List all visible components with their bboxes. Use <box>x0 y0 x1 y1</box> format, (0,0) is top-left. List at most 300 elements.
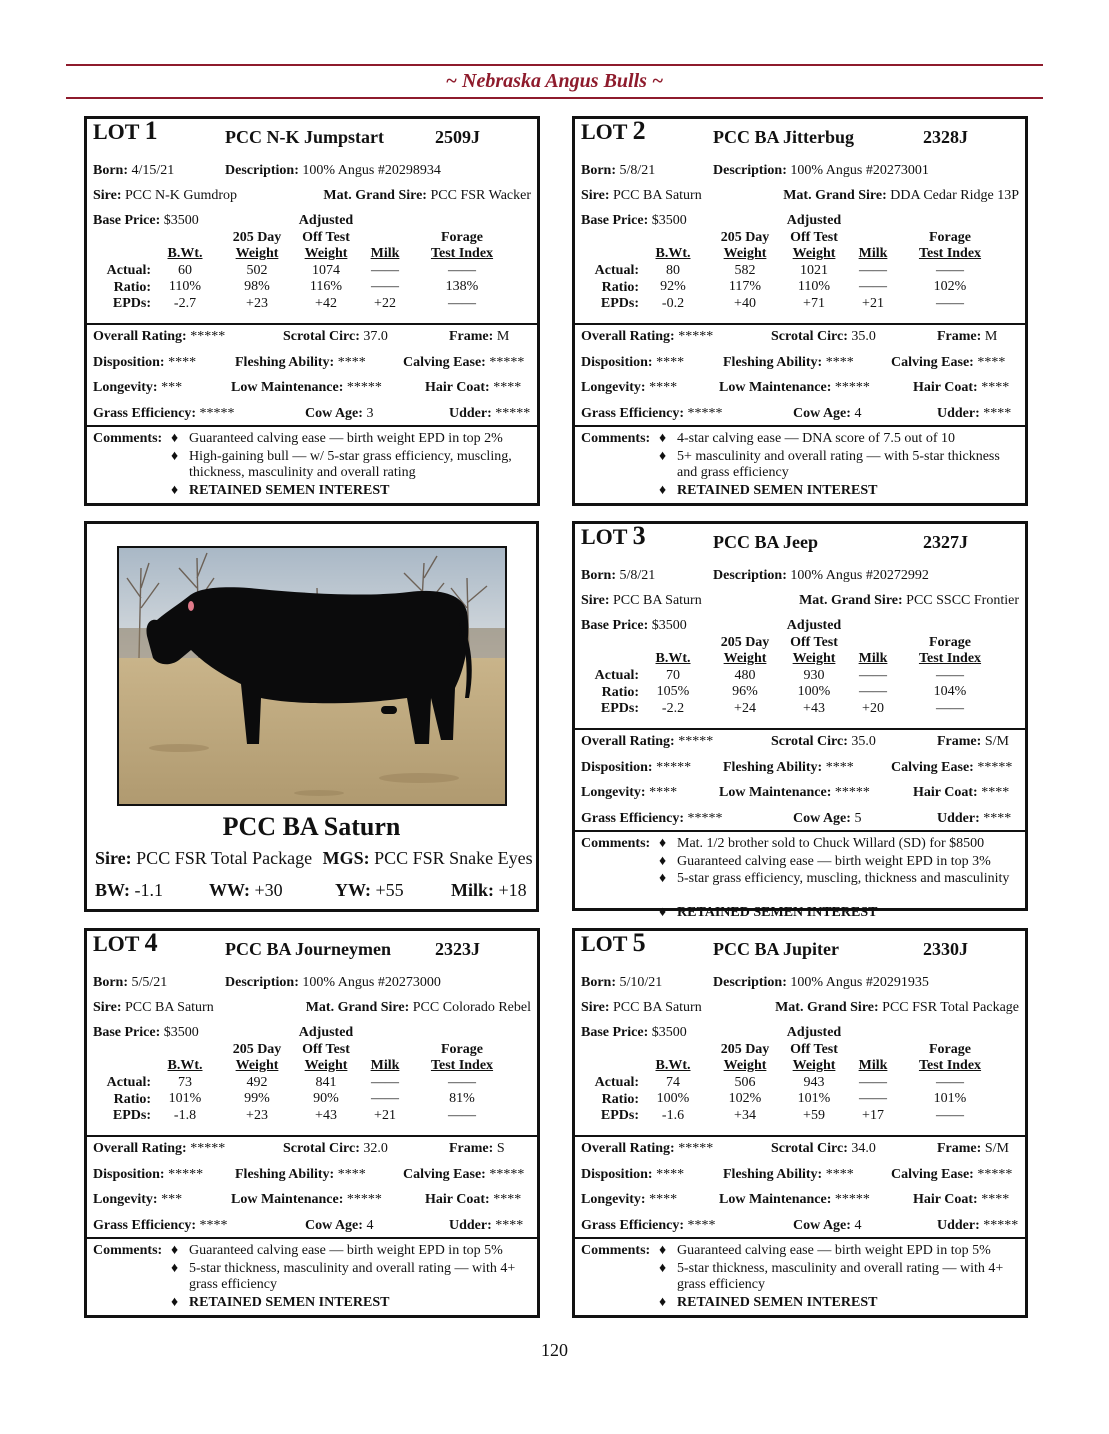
mgs-label: Mat. Grand Sire: <box>783 188 887 203</box>
rating-cow_age <box>305 1218 373 1234</box>
featured-yw-value: +55 <box>375 880 404 900</box>
row-label-epds: EPDs: <box>600 701 639 716</box>
cell-actual-bwt: 60 <box>178 262 192 278</box>
cell-ratio-milk: —— <box>371 279 399 294</box>
column-header-forage: Forage <box>929 1041 971 1057</box>
column-header-w205: 205 Day <box>232 229 282 245</box>
rating-hair <box>425 1192 521 1208</box>
rating-label-low_maint: Low Maintenance: <box>719 1192 832 1207</box>
cell-ratio-milk: —— <box>859 684 887 699</box>
description-value: 100% Angus #20272992 <box>790 568 929 583</box>
row-label-actual: Actual: <box>106 1075 151 1090</box>
rating-label-grass: Grass Efficiency: <box>93 1217 197 1233</box>
born-label: Born: <box>93 163 128 178</box>
column-header-w205: Weight <box>235 1058 279 1073</box>
description-label: Description: <box>225 975 299 990</box>
cell-actual-offtest: 1074 <box>312 262 340 278</box>
row-label-actual: Actual: <box>594 1075 639 1090</box>
rating-value-hair: **** <box>493 380 522 395</box>
cell-ratio-milk: —— <box>371 1091 399 1106</box>
row-label-ratio: Ratio: <box>601 1091 639 1107</box>
cell-ratio-bwt: 105% <box>656 684 690 699</box>
rating-value-overall: ***** <box>190 1141 226 1156</box>
comment-bullet: ♦ <box>659 1294 667 1310</box>
rating-longevity <box>581 1192 677 1208</box>
column-header-forage: Test Index <box>430 1058 494 1073</box>
rating-value-longevity: *** <box>161 1192 183 1207</box>
rating-label-low_maint: Low Maintenance: <box>231 1192 344 1207</box>
column-header-spacer <box>905 618 995 635</box>
rating-label-cow_age: Cow Age: <box>793 405 851 421</box>
sire-row <box>581 593 1019 609</box>
rating-disposition <box>581 760 691 776</box>
rating-value-low_maint: ***** <box>346 1192 382 1207</box>
rating-longevity <box>581 380 677 396</box>
rating-label-scrotal: Scrotal Circ: <box>771 329 848 344</box>
rating-hair <box>913 785 1009 801</box>
rating-value-fleshing: **** <box>825 759 854 775</box>
cell-actual-milk: —— <box>371 1074 399 1090</box>
rating-low_maint <box>231 1192 382 1208</box>
description-label: Description: <box>713 568 787 583</box>
column-milk <box>365 213 405 312</box>
featured-milk-value: +18 <box>498 880 527 900</box>
comment-text: Guaranteed calving ease — birth weight EPD in top 5% <box>189 1243 503 1258</box>
row-labels <box>593 1075 639 1125</box>
lot-label-prefix: LOT <box>581 119 633 144</box>
rating-value-udder: **** <box>495 1217 524 1233</box>
rating-value-cow_age: 4 <box>854 405 862 421</box>
lot-card <box>84 928 540 1318</box>
column-header-offtest: Off Test <box>790 1041 838 1057</box>
cell-ratio-w205: 102% <box>728 1091 762 1106</box>
mgs-label: Mat. Grand Sire: <box>799 593 903 608</box>
column-header-spacer <box>853 230 893 247</box>
featured-mgs-label: MGS: <box>322 848 370 868</box>
sire-row <box>581 188 1019 204</box>
column-header-bwt: B.Wt. <box>655 651 691 666</box>
column-header-spacer <box>225 1025 289 1042</box>
rating-value-scrotal: 37.0 <box>363 329 388 344</box>
row-labels <box>105 263 151 313</box>
born-row <box>581 975 1019 991</box>
cell-actual-bwt: 73 <box>178 1074 192 1090</box>
rating-value-cow_age: 4 <box>854 1217 862 1233</box>
comments-label: Comments: <box>93 431 163 446</box>
cell-actual-offtest: 1021 <box>800 262 828 278</box>
comment-text: RETAINED SEMEN INTEREST <box>189 482 390 498</box>
rating-scrotal <box>771 1141 876 1157</box>
rating-label-calving: Calving Ease: <box>403 354 486 370</box>
comment-text: RETAINED SEMEN INTEREST <box>677 482 878 498</box>
cell-epds-forage: —— <box>448 1107 476 1123</box>
rating-label-longevity: Longevity: <box>93 1192 158 1207</box>
cell-epds-offtest: +59 <box>803 1107 825 1123</box>
rating-label-low_maint: Low Maintenance: <box>231 380 344 395</box>
featured-sire-value: PCC FSR Total Package <box>136 848 313 868</box>
rating-value-fleshing: **** <box>825 1166 854 1182</box>
row-label-ratio: Ratio: <box>601 684 639 700</box>
sire-label: Sire: <box>581 1000 610 1015</box>
lot-card <box>84 116 540 506</box>
cell-actual-forage: —— <box>448 1074 476 1090</box>
column-header-forage: Test Index <box>430 246 494 261</box>
rating-value-disposition: ***** <box>168 1166 204 1182</box>
cell-actual-w205: 582 <box>734 262 756 278</box>
rating-frame <box>937 734 1009 750</box>
comment-text: Guaranteed calving ease — birth weight EPD in top 3% <box>677 853 991 869</box>
row-label-epds: EPDs: <box>600 296 639 311</box>
column-header-spacer <box>365 1042 405 1059</box>
column-header-forage: Test Index <box>918 651 982 666</box>
cell-ratio-milk: —— <box>859 279 887 294</box>
rating-value-cow_age: 5 <box>854 810 862 826</box>
cell-actual-offtest: 930 <box>803 667 825 683</box>
sire-value: PCC BA Saturn <box>125 1000 214 1015</box>
rating-label-overall: Overall Rating: <box>581 734 675 749</box>
rating-longevity <box>93 1192 182 1208</box>
rating-label-frame: Frame: <box>937 734 982 749</box>
bull-photo-image <box>119 548 505 804</box>
base-price-label: Base Price: <box>93 1025 161 1040</box>
rating-label-longevity: Longevity: <box>581 1192 646 1207</box>
rating-label-scrotal: Scrotal Circ: <box>283 329 360 344</box>
column-header-offtest: Weight <box>304 1058 348 1073</box>
cell-ratio-forage: 101% <box>933 1091 967 1106</box>
rating-fleshing <box>723 760 854 776</box>
rating-value-grass: **** <box>199 1217 228 1233</box>
column-header-milk: Milk <box>370 1058 400 1073</box>
rating-value-calving: ***** <box>977 1166 1013 1182</box>
rating-disposition <box>581 1167 684 1183</box>
rating-value-overall: ***** <box>678 1141 714 1156</box>
featured-ww-value: +30 <box>254 880 283 900</box>
column-w205 <box>225 1025 289 1124</box>
rating-longevity <box>581 785 677 801</box>
column-header-milk: Milk <box>858 1058 888 1073</box>
description-value: 100% Angus #20291935 <box>790 975 929 990</box>
comment-text: Mat. 1/2 brother sold to Chuck Willard (SD) for $8500 <box>677 836 985 851</box>
mgs-value: PCC Colorado Rebel <box>412 1000 531 1015</box>
cell-epds-forage: —— <box>936 1107 964 1123</box>
rating-label-fleshing: Fleshing Ability: <box>723 759 823 775</box>
rating-hair <box>425 380 521 396</box>
rating-scrotal <box>283 1141 388 1157</box>
base-price-value: $3500 <box>651 1025 687 1040</box>
mgs-group <box>306 1000 531 1016</box>
cell-epds-offtest: +43 <box>803 700 825 716</box>
lot-label <box>581 928 646 957</box>
comment-bullet: ♦ <box>659 905 667 920</box>
column-header-forage: Forage <box>441 229 483 245</box>
cell-ratio-bwt: 110% <box>168 279 202 294</box>
column-header-spacer <box>645 635 701 652</box>
column-w205 <box>713 618 777 717</box>
lot-header <box>581 928 1019 963</box>
rating-label-fleshing: Fleshing Ability: <box>235 354 335 370</box>
featured-ww-label: WW: <box>209 880 251 900</box>
rating-low_maint <box>719 785 870 801</box>
cell-epds-w205: +24 <box>734 700 756 716</box>
rating-hair <box>913 1192 1009 1208</box>
column-header-offtest: Weight <box>792 1058 836 1073</box>
cell-ratio-forage: 138% <box>445 279 479 294</box>
rating-grass <box>93 406 235 422</box>
cell-epds-bwt: -0.2 <box>661 295 685 311</box>
column-bwt <box>645 1025 701 1124</box>
born-label: Born: <box>581 975 616 990</box>
page-number: 120 <box>541 1340 568 1360</box>
comment-bullet: ♦ <box>171 1260 179 1276</box>
rating-value-grass: ***** <box>687 810 723 826</box>
base-price-label: Base Price: <box>581 618 649 633</box>
cell-ratio-bwt: 101% <box>168 1091 202 1106</box>
rating-label-calving: Calving Ease: <box>891 1166 974 1182</box>
row-labels <box>593 668 639 718</box>
column-header-bwt: B.Wt. <box>655 1058 691 1073</box>
rating-scrotal <box>771 734 876 750</box>
cell-ratio-w205: 96% <box>732 684 758 699</box>
rating-value-udder: **** <box>983 810 1012 826</box>
cell-epds-bwt: -2.2 <box>661 700 685 716</box>
rating-cow_age <box>793 406 861 422</box>
born-value: 4/15/21 <box>131 163 175 178</box>
cell-actual-bwt: 70 <box>666 667 680 683</box>
comment-bullet: ♦ <box>659 1260 667 1276</box>
row-label-ratio: Ratio: <box>601 279 639 295</box>
cell-epds-milk: +17 <box>862 1107 884 1123</box>
cell-epds-forage: —— <box>936 295 964 311</box>
featured-bw <box>95 880 163 901</box>
lot-number: 2 <box>632 116 646 145</box>
column-header-spacer <box>853 1042 893 1059</box>
cell-epds-offtest: +71 <box>803 295 825 311</box>
lot-name: PCC BA Jitterbug <box>713 127 854 147</box>
cell-ratio-forage: 102% <box>933 279 967 294</box>
column-header-spacer <box>157 230 213 247</box>
rating-calving <box>891 355 1005 371</box>
rating-label-longevity: Longevity: <box>93 380 158 395</box>
rating-fleshing <box>235 355 366 371</box>
featured-sire-name: PCC BA Saturn <box>222 812 401 841</box>
column-forage <box>905 618 995 717</box>
cell-ratio-forage: 104% <box>933 684 967 699</box>
column-header-offtest: Off Test <box>302 1041 350 1057</box>
cell-epds-offtest: +43 <box>315 1107 337 1123</box>
rating-calving <box>891 1167 1012 1183</box>
rating-label-cow_age: Cow Age: <box>793 810 851 826</box>
row-labels <box>593 263 639 313</box>
rating-label-cow_age: Cow Age: <box>793 1217 851 1233</box>
rating-label-cow_age: Cow Age: <box>305 405 363 421</box>
rating-label-calving: Calving Ease: <box>891 759 974 775</box>
rating-label-cow_age: Cow Age: <box>305 1217 363 1233</box>
rating-label-overall: Overall Rating: <box>581 1141 675 1156</box>
rating-hair <box>913 380 1009 396</box>
rating-disposition <box>581 355 684 371</box>
lot-header <box>93 116 531 151</box>
rating-value-frame: S/M <box>984 1141 1009 1156</box>
column-header-w205: Weight <box>723 1058 767 1073</box>
mgs-group <box>799 593 1019 609</box>
sire-label: Sire: <box>93 1000 122 1015</box>
rating-fleshing <box>235 1167 366 1183</box>
rating-frame <box>937 329 997 345</box>
rating-overall <box>581 1141 713 1157</box>
description-group <box>225 163 441 179</box>
ratings-divider-top <box>575 323 1025 325</box>
comment-text: 5-star thickness, masculinity and overall rating — with 4+ grass efficiency <box>189 1260 516 1292</box>
sire-row <box>93 1000 531 1016</box>
rating-value-fleshing: **** <box>337 1166 366 1182</box>
page-banner: ~ Nebraska Angus Bulls ~ <box>445 70 664 92</box>
lot-label <box>581 521 646 550</box>
rating-calving <box>403 1167 524 1183</box>
rating-scrotal <box>771 329 876 345</box>
cell-epds-w205: +23 <box>246 295 268 311</box>
lot-label <box>581 116 646 145</box>
lot-number: 1 <box>144 116 158 145</box>
comment-bullet: ♦ <box>171 431 179 446</box>
rating-label-overall: Overall Rating: <box>581 329 675 344</box>
rating-value-hair: **** <box>981 380 1010 395</box>
featured-ww <box>209 880 283 901</box>
comments-label: Comments: <box>93 1243 163 1258</box>
cell-actual-milk: —— <box>859 1074 887 1090</box>
rating-label-frame: Frame: <box>449 329 494 344</box>
column-header-forage: Forage <box>441 1041 483 1057</box>
rating-label-disposition: Disposition: <box>581 1166 653 1182</box>
rating-value-disposition: **** <box>656 1166 685 1182</box>
comment-text: 5+ masculinity and overall rating — with 5-star thickness and grass efficiency <box>677 448 1000 480</box>
column-header-spacer <box>365 1025 405 1042</box>
column-header-forage: Test Index <box>918 1058 982 1073</box>
cell-actual-w205: 502 <box>246 262 268 278</box>
lot-tag: 2509J <box>435 127 480 147</box>
cell-epds-forage: —— <box>936 700 964 716</box>
rating-value-cow_age: 3 <box>366 405 374 421</box>
column-header-milk: Milk <box>858 651 888 666</box>
ratings-divider-top <box>87 323 537 325</box>
rating-value-low_maint: ***** <box>834 1192 870 1207</box>
column-header-forage: Forage <box>929 229 971 245</box>
column-header-bwt: B.Wt. <box>167 246 203 261</box>
rating-label-disposition: Disposition: <box>93 354 165 370</box>
row-label-actual: Actual: <box>106 263 151 278</box>
cell-actual-forage: —— <box>936 667 964 683</box>
born-row <box>581 163 1019 179</box>
comment-bullet: ♦ <box>171 1294 179 1310</box>
rating-value-fleshing: **** <box>825 354 854 370</box>
comment-bullet: ♦ <box>659 448 667 464</box>
rating-value-low_maint: ***** <box>346 380 382 395</box>
rating-label-low_maint: Low Maintenance: <box>719 380 832 395</box>
rating-label-udder: Udder: <box>449 1217 492 1233</box>
rating-low_maint <box>719 380 870 396</box>
born-value: 5/8/21 <box>619 163 656 178</box>
comment-bullet: ♦ <box>659 482 667 498</box>
description-label: Description: <box>225 163 299 178</box>
rating-label-fleshing: Fleshing Ability: <box>235 1166 335 1182</box>
column-offtest <box>781 1025 847 1124</box>
featured-sire-label: Sire: <box>95 848 132 868</box>
cell-ratio-offtest: 100% <box>797 684 831 699</box>
rating-frame <box>449 329 509 345</box>
cell-ratio-offtest: 110% <box>797 279 831 294</box>
column-header-spacer <box>713 1025 777 1042</box>
column-bwt <box>157 1025 213 1124</box>
lot-header <box>93 928 531 963</box>
banner-rule <box>66 97 1043 99</box>
lot-tag: 2327J <box>923 532 968 552</box>
column-header-spacer <box>365 230 405 247</box>
column-header-offtest: Weight <box>792 246 836 261</box>
comment-text: Guaranteed calving ease — birth weight EPD in top 2% <box>189 431 503 446</box>
cell-ratio-milk: —— <box>859 1091 887 1106</box>
column-bwt <box>645 213 701 312</box>
row-label-epds: EPDs: <box>112 1108 151 1123</box>
featured-yw-label: YW: <box>335 880 371 900</box>
rating-value-calving: ***** <box>977 759 1013 775</box>
rating-value-grass: ***** <box>199 405 235 421</box>
rating-value-scrotal: 34.0 <box>851 1141 876 1156</box>
cell-actual-offtest: 841 <box>315 1074 337 1090</box>
featured-mgs-value: PCC FSR Snake Eyes <box>374 848 533 868</box>
cell-epds-offtest: +42 <box>315 295 337 311</box>
rating-label-longevity: Longevity: <box>581 785 646 800</box>
rating-label-grass: Grass Efficiency: <box>581 1217 685 1233</box>
rating-value-overall: ***** <box>678 329 714 344</box>
rating-cow_age <box>305 406 373 422</box>
column-header-spacer <box>713 213 777 230</box>
rating-value-overall: ***** <box>190 329 226 344</box>
column-forage <box>417 1025 507 1124</box>
comment-bullet: ♦ <box>171 1243 179 1258</box>
column-milk <box>853 213 893 312</box>
column-header-offtest: Adjusted <box>786 1025 842 1040</box>
column-w205 <box>225 213 289 312</box>
cell-actual-bwt: 74 <box>666 1074 680 1090</box>
rating-value-cow_age: 4 <box>366 1217 374 1233</box>
column-header-w205: Weight <box>723 246 767 261</box>
row-label-ratio: Ratio: <box>113 279 151 295</box>
column-header-bwt: B.Wt. <box>167 1058 203 1073</box>
column-header-offtest: Adjusted <box>298 213 354 228</box>
lot-label-prefix: LOT <box>581 524 633 549</box>
top-rule <box>66 64 1043 66</box>
sire-row <box>581 1000 1019 1016</box>
rating-label-low_maint: Low Maintenance: <box>719 785 832 800</box>
rating-value-hair: **** <box>981 1192 1010 1207</box>
lot-number: 4 <box>144 928 158 957</box>
column-bwt <box>157 213 213 312</box>
bull-photo <box>117 546 507 806</box>
comment-text: 5-star thickness, masculinity and overall rating — with 4+ grass efficiency <box>677 1260 1004 1292</box>
mgs-group <box>783 188 1019 204</box>
comment-bullet: ♦ <box>659 1243 667 1258</box>
lot-header <box>581 521 1019 556</box>
base-price-label: Base Price: <box>93 213 161 228</box>
column-header-milk: Milk <box>858 246 888 261</box>
column-header-spacer <box>645 1025 701 1042</box>
mgs-value: PCC FSR Wacker <box>430 188 531 203</box>
born-row <box>581 568 1019 584</box>
cell-actual-forage: —— <box>936 1074 964 1090</box>
column-header-spacer <box>365 213 405 230</box>
rating-value-frame: M <box>496 329 510 344</box>
column-bwt <box>645 618 701 717</box>
rating-value-grass: **** <box>687 1217 716 1233</box>
